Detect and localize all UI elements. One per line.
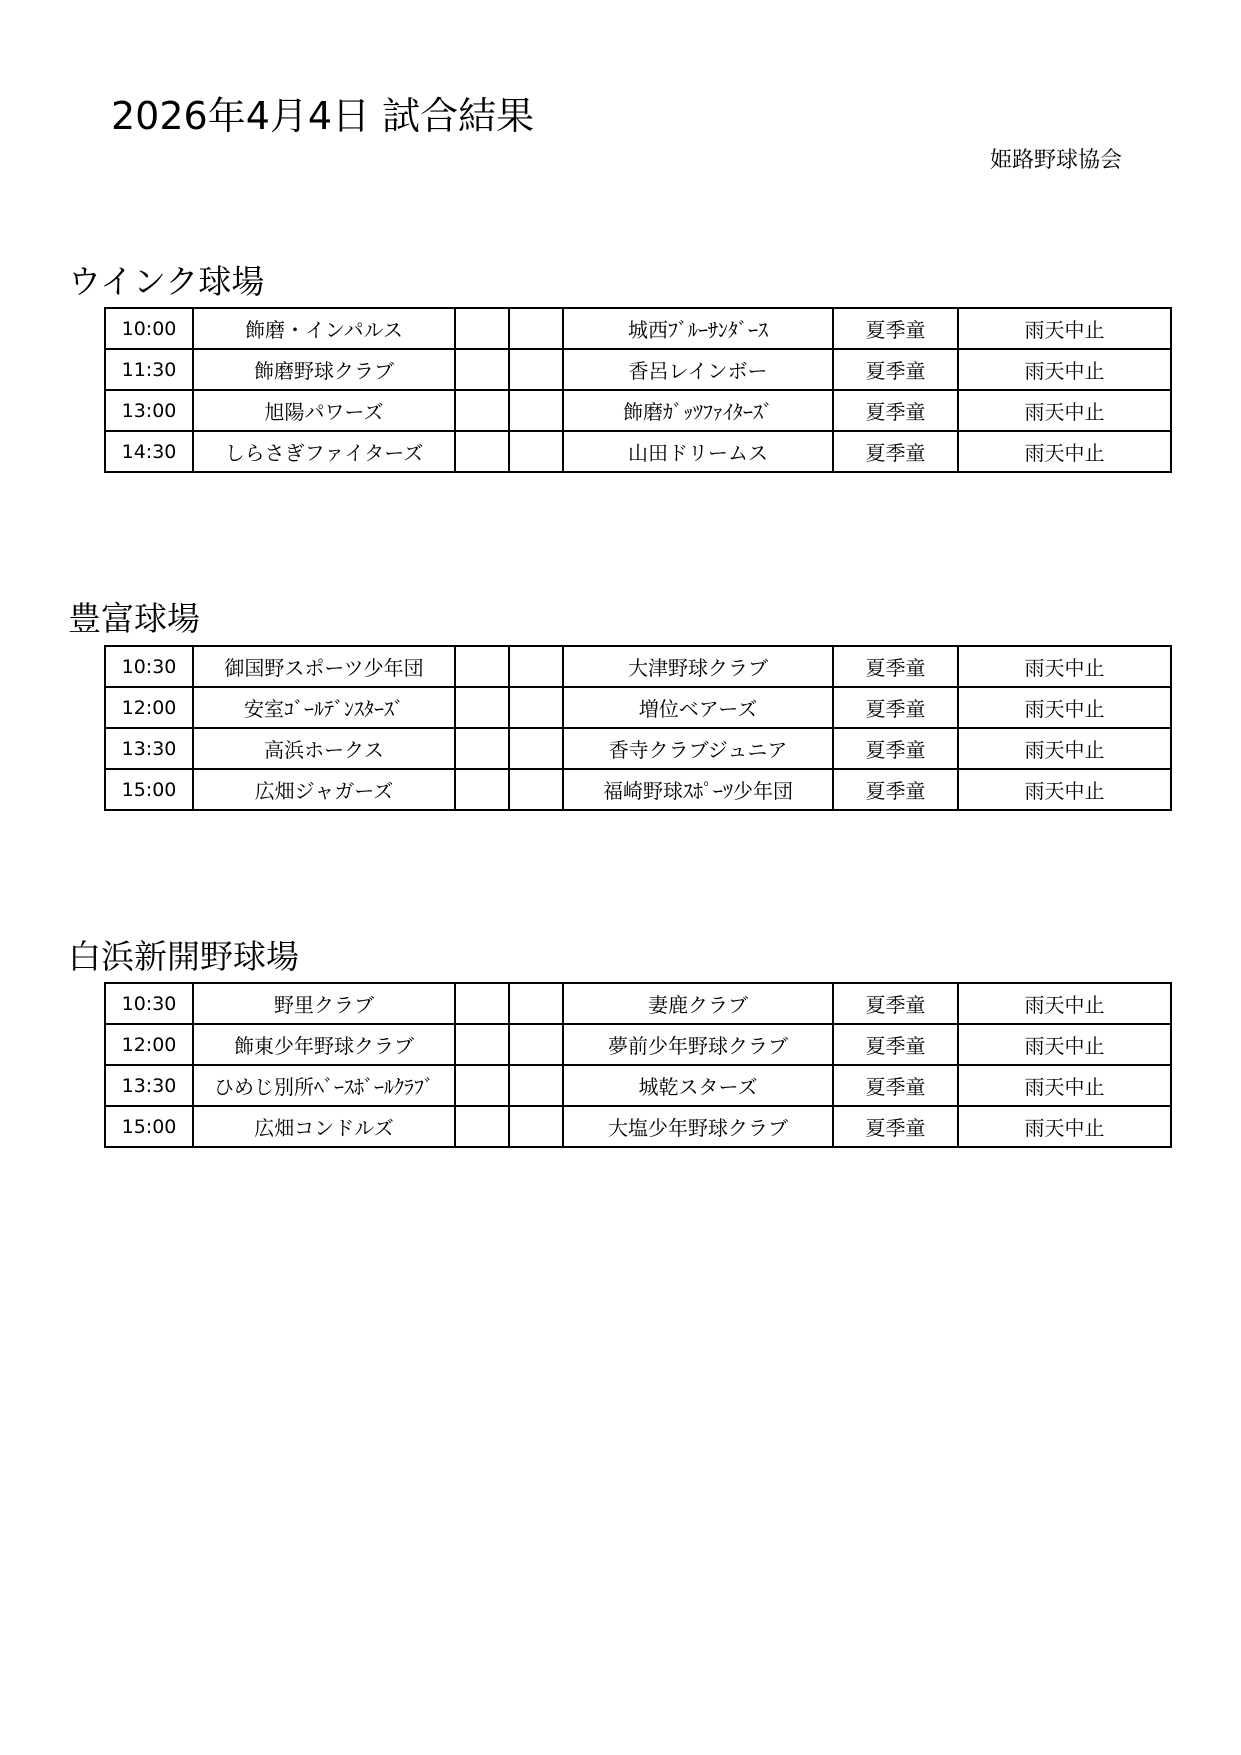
game-time-cell: 10:00 — [105, 308, 193, 349]
division-cell: 夏季童 — [833, 308, 958, 349]
home-team-cell: 安室ｺﾞｰﾙﾃﾞﾝｽﾀｰｽﾞ — [193, 687, 455, 728]
division-cell: 夏季童 — [833, 687, 958, 728]
away-team-cell: 香呂レインボー — [563, 349, 833, 390]
table-row — [105, 687, 1171, 728]
game-result-cell: 雨天中止 — [958, 1106, 1171, 1147]
home-score-cell — [455, 390, 509, 431]
table-row — [105, 1065, 1171, 1106]
table-row — [105, 349, 1171, 390]
table-row — [105, 1024, 1171, 1065]
division-cell: 夏季童 — [833, 769, 958, 810]
home-score-cell — [455, 431, 509, 472]
home-team-cell: 野里クラブ — [193, 983, 455, 1024]
away-team-cell: 城乾スターズ — [563, 1065, 833, 1106]
away-score-cell — [509, 769, 563, 810]
table-row — [105, 431, 1171, 472]
game-time-cell: 13:30 — [105, 1065, 193, 1106]
away-score-cell — [509, 983, 563, 1024]
game-result-cell: 雨天中止 — [958, 1065, 1171, 1106]
home-score-cell — [455, 1024, 509, 1065]
division-cell: 夏季童 — [833, 728, 958, 769]
away-team-cell: 増位ベアーズ — [563, 687, 833, 728]
division-cell: 夏季童 — [833, 646, 958, 687]
game-time-cell: 14:30 — [105, 431, 193, 472]
home-team-cell: 広畑コンドルズ — [193, 1106, 455, 1147]
game-time-cell: 13:00 — [105, 390, 193, 431]
venue-name: 白浜新開野球場 — [68, 937, 299, 976]
game-result-cell: 雨天中止 — [958, 728, 1171, 769]
away-score-cell — [509, 308, 563, 349]
game-time-cell: 10:30 — [105, 983, 193, 1024]
away-score-cell — [509, 646, 563, 687]
home-score-cell — [455, 1106, 509, 1147]
home-score-cell — [455, 983, 509, 1024]
home-score-cell — [455, 728, 509, 769]
organizer-name: 姫路野球協会 — [990, 148, 1123, 173]
table-row — [105, 646, 1171, 687]
game-result-cell: 雨天中止 — [958, 1024, 1171, 1065]
venue-name: 豊富球場 — [68, 599, 200, 638]
results-table — [104, 982, 1172, 1148]
away-team-cell: 城西ﾌﾞﾙｰｻﾝﾀﾞｰｽ — [563, 308, 833, 349]
game-time-cell: 10:30 — [105, 646, 193, 687]
home-score-cell — [455, 769, 509, 810]
away-team-cell: 山田ドリームス — [563, 431, 833, 472]
game-time-cell: 12:00 — [105, 687, 193, 728]
division-cell: 夏季童 — [833, 349, 958, 390]
table-row — [105, 390, 1171, 431]
division-cell: 夏季童 — [833, 1065, 958, 1106]
game-result-cell: 雨天中止 — [958, 308, 1171, 349]
home-team-cell: ひめじ別所ﾍﾞｰｽﾎﾞｰﾙｸﾗﾌﾞ — [193, 1065, 455, 1106]
away-score-cell — [509, 687, 563, 728]
home-team-cell: 広畑ジャガーズ — [193, 769, 455, 810]
away-team-cell: 夢前少年野球クラブ — [563, 1024, 833, 1065]
away-score-cell — [509, 728, 563, 769]
game-result-cell: 雨天中止 — [958, 769, 1171, 810]
page-title: 2026年4月4日 試合結果 — [111, 94, 535, 138]
home-team-cell: 御国野スポーツ少年団 — [193, 646, 455, 687]
table-row — [105, 983, 1171, 1024]
table-row — [105, 769, 1171, 810]
away-score-cell — [509, 349, 563, 390]
away-team-cell: 香寺クラブジュニア — [563, 728, 833, 769]
game-result-cell: 雨天中止 — [958, 983, 1171, 1024]
game-time-cell: 15:00 — [105, 769, 193, 810]
away-team-cell: 福崎野球ｽﾎﾟｰﾂ少年団 — [563, 769, 833, 810]
away-score-cell — [509, 1024, 563, 1065]
table-row — [105, 728, 1171, 769]
away-team-cell: 大津野球クラブ — [563, 646, 833, 687]
home-score-cell — [455, 687, 509, 728]
game-result-cell: 雨天中止 — [958, 646, 1171, 687]
game-time-cell: 11:30 — [105, 349, 193, 390]
division-cell: 夏季童 — [833, 1024, 958, 1065]
results-table — [104, 307, 1172, 473]
home-score-cell — [455, 308, 509, 349]
game-result-cell: 雨天中止 — [958, 390, 1171, 431]
away-score-cell — [509, 1065, 563, 1106]
venue-name: ウインク球場 — [68, 262, 265, 301]
home-score-cell — [455, 646, 509, 687]
home-team-cell: 高浜ホークス — [193, 728, 455, 769]
division-cell: 夏季童 — [833, 431, 958, 472]
table-row — [105, 1106, 1171, 1147]
game-result-cell: 雨天中止 — [958, 349, 1171, 390]
away-score-cell — [509, 390, 563, 431]
game-time-cell: 12:00 — [105, 1024, 193, 1065]
home-score-cell — [455, 349, 509, 390]
home-team-cell: 飾磨野球クラブ — [193, 349, 455, 390]
home-team-cell: 旭陽パワーズ — [193, 390, 455, 431]
away-team-cell: 飾磨ｶﾞｯﾂﾌｧｲﾀｰｽﾞ — [563, 390, 833, 431]
game-time-cell: 13:30 — [105, 728, 193, 769]
away-score-cell — [509, 431, 563, 472]
away-team-cell: 妻鹿クラブ — [563, 983, 833, 1024]
results-table — [104, 645, 1172, 811]
division-cell: 夏季童 — [833, 983, 958, 1024]
game-result-cell: 雨天中止 — [958, 687, 1171, 728]
away-score-cell — [509, 1106, 563, 1147]
division-cell: 夏季童 — [833, 390, 958, 431]
game-result-cell: 雨天中止 — [958, 431, 1171, 472]
home-team-cell: 飾磨・インパルス — [193, 308, 455, 349]
division-cell: 夏季童 — [833, 1106, 958, 1147]
home-score-cell — [455, 1065, 509, 1106]
home-team-cell: 飾東少年野球クラブ — [193, 1024, 455, 1065]
home-team-cell: しらさぎファイターズ — [193, 431, 455, 472]
table-row — [105, 308, 1171, 349]
game-time-cell: 15:00 — [105, 1106, 193, 1147]
away-team-cell: 大塩少年野球クラブ — [563, 1106, 833, 1147]
